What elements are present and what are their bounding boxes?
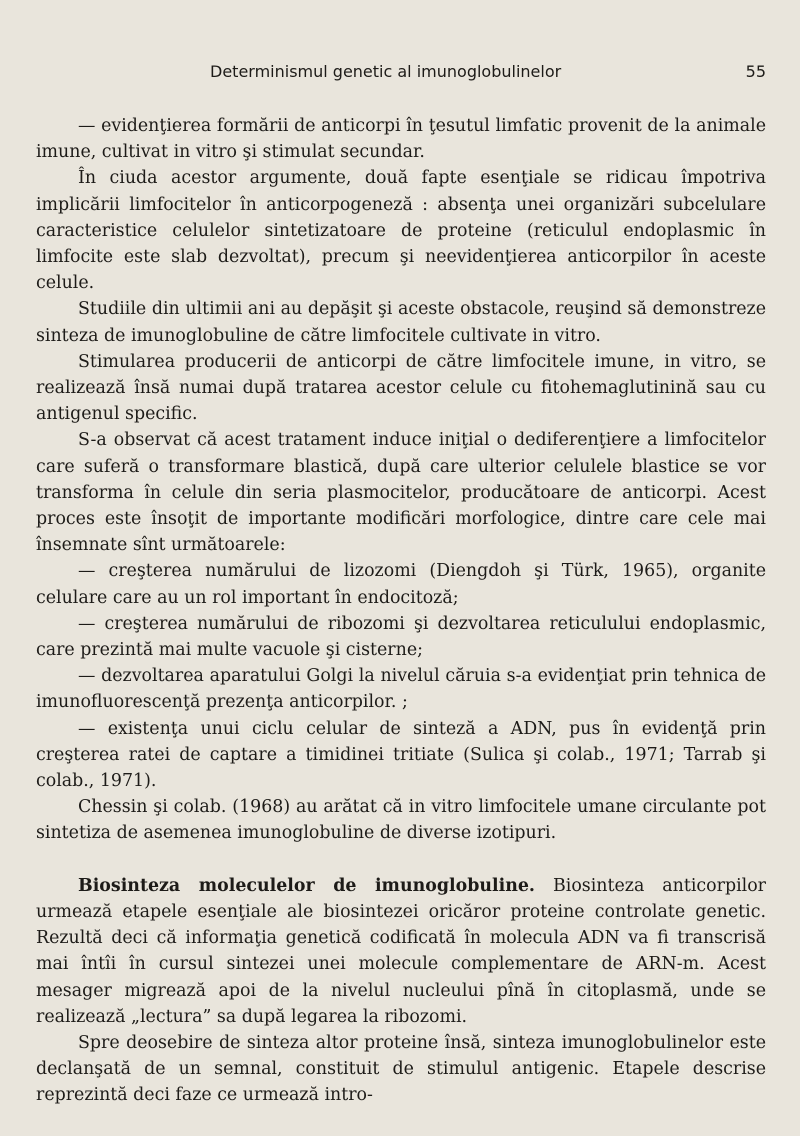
- paragraph: Spre deosebire de sinteza altor proteine însă, sinteza imunoglobulinelor este declanşată de un semnal, constituit de stimulul antigenic. Etapele descrise reprezintă deci faze ce urmează intro-: [36, 1032, 766, 1106]
- page-number: 55: [745, 62, 766, 81]
- paragraph: Stimularea producerii de anticorpi de către limfocitele imune, in vitro, se realizează însă numai după tratarea acestor celule cu fitohemaglutinină sau cu antigenul specific.: [36, 351, 766, 425]
- paragraph: S-a observat că acest tratament induce iniţial o dediferenţiere a limfocitelor care suferă o transformare blastică, după care ulterior celulele blastice se vor transforma în celule din seria plasmocitelor, producătoare de anticorpi. Acest proces este însoţit de importante modificări morfologice, dintre care cele mai însemnate sînt următoarele:: [36, 430, 766, 556]
- list-item: — creşterea numărului de ribozomi şi dezvoltarea reticulului endoplasmic, care prezintă mai multe vacuole şi cisterne;: [36, 613, 766, 661]
- paragraph: În ciuda acestor argumente, două fapte esenţiale se ridicau împotriva implicării limfocitelor în anticorpogeneză : absenţa unei organizări subcelulare caracteristice celulelor sintetizatoare de proteine (reticulul endoplasmic în limfocite este slab dezvoltat), precum şi neevidenţierea anticorpilor în aceste celule.: [36, 168, 766, 294]
- paragraph: Studiile din ultimii ani au depăşit şi aceste obstacole, reuşind să demonstreze sinteza de imunoglobuline de către limfocitele cultivate in vitro.: [36, 299, 766, 346]
- list-item: — dezvoltarea aparatului Golgi la nivelul căruia s-a evidenţiat prin tehnica de imunofluorescenţă prezenţa anticorpilor. ;: [36, 666, 766, 713]
- paragraph: — evidenţierea formării de anticorpi în ţesutul limfatic provenit de la animale imune, cultivat in vitro şi stimulat secundar.: [36, 116, 766, 163]
- section-text: Biosinteza anticorpilor urmează etapele esenţiale ale biosintezei oricăror proteine controlate genetic. Rezultă deci că informaţia genetică codificată în molecula ADN va fi transcrisă mai întîi în cursul sintezei unei molecule complementare de ARN-m. Acest mesager migrează apoi de la nivelul nucleului pînă în citoplasmă, unde se realizează „lectura” sa după legarea la ribozomi.: [36, 875, 766, 1027]
- list-item: — existenţa unui ciclu celular de sinteză a ADN, pus în evidenţă prin creşterea ratei de captare a timidinei tritiate (Sulica şi colab., 1971; Tarrab şi colab., 1971).: [36, 718, 766, 792]
- running-title: Determinismul genetic al imunoglobulinelor: [210, 62, 562, 81]
- running-header: [210, 62, 766, 88]
- body-text: [36, 113, 766, 1109]
- list-item: — creşterea numărului de lizozomi (Diengdoh şi Türk, 1965), organite celulare care au un rol important în endocitoză;: [36, 561, 766, 608]
- paragraph: Chessin şi colab. (1968) au arătat că in vitro limfocitele umane circulante pot sintetiza de asemenea imunoglobuline de diverse izotipuri.: [36, 797, 766, 844]
- section-paragraph: [36, 873, 766, 1030]
- section-heading: Biosinteza moleculelor de imunoglobuline.: [78, 875, 535, 896]
